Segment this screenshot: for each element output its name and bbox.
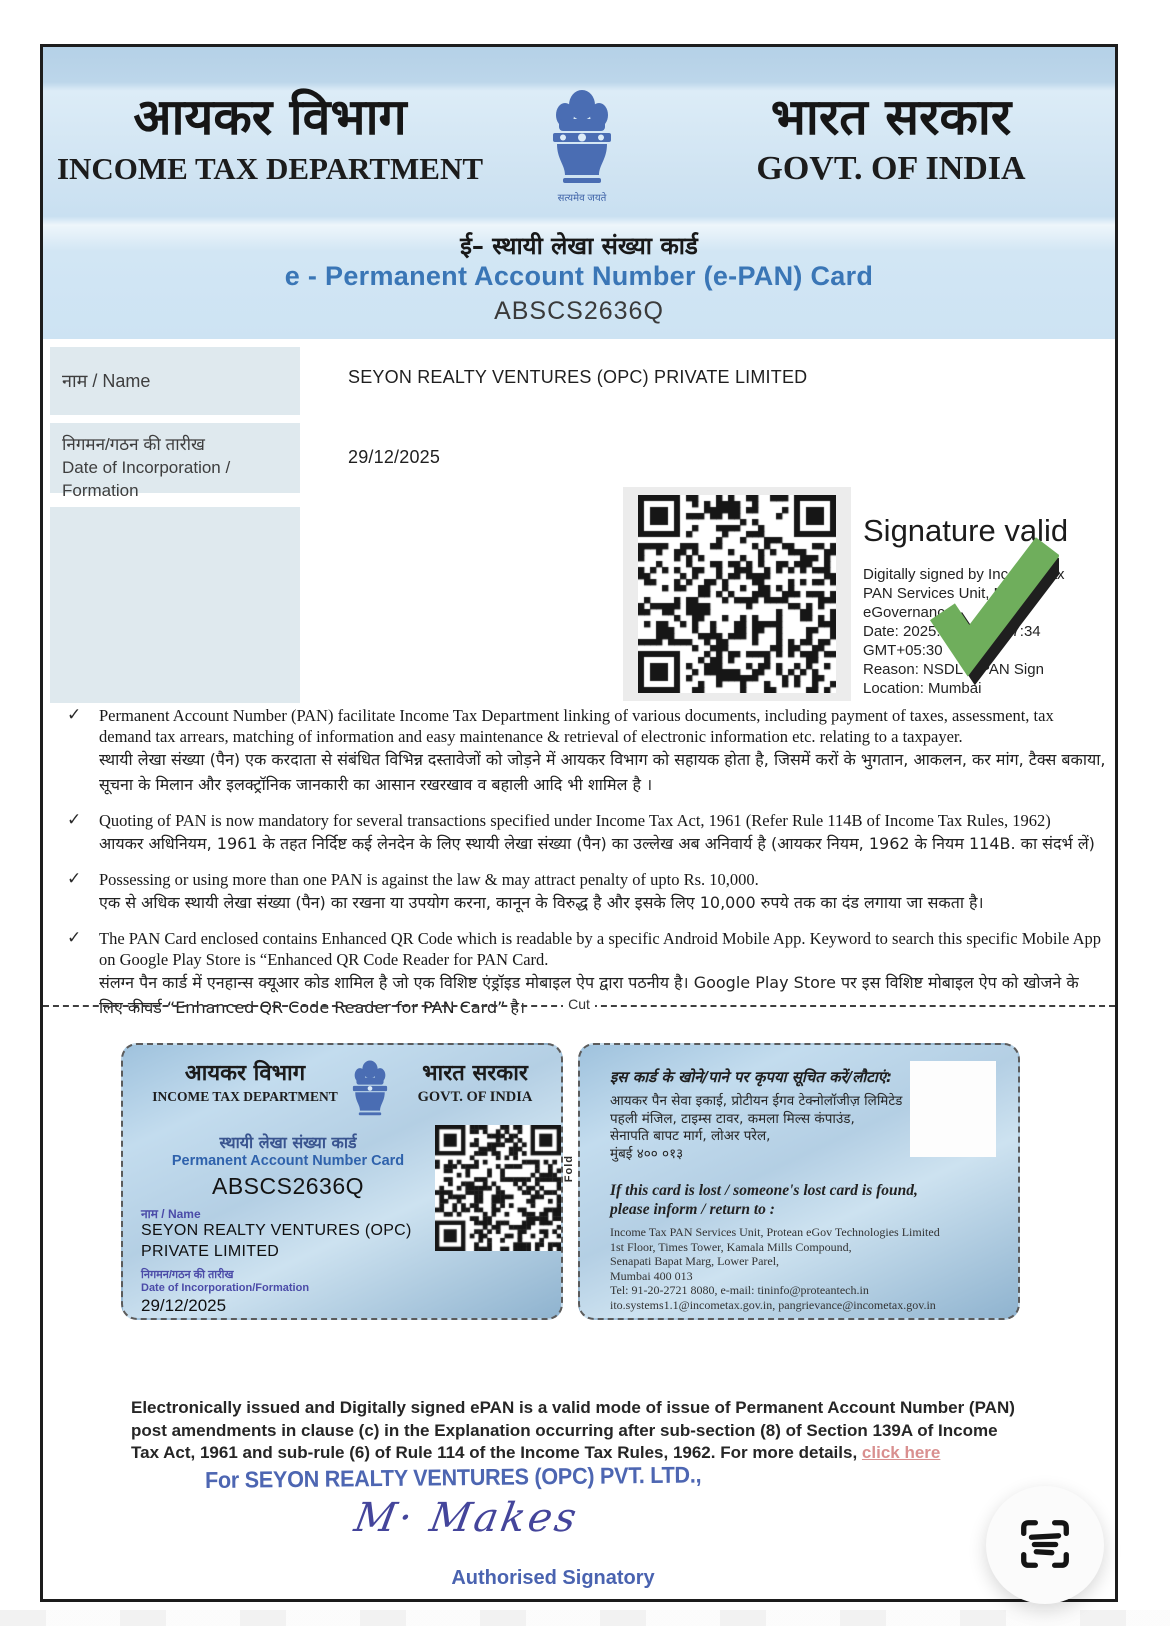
income-tax-dept-block: [51, 89, 489, 187]
doi-label-english: Date of Incorporation / Formation: [62, 458, 231, 500]
card-govt-block: [399, 1061, 551, 1106]
note-hindi: एक से अधिक स्थायी लेखा संख्या (पैन) का रखना या उपयोग करना, कानून के विरुद्ध है और इसके लिए 10,000 रुपये तक का दंड लगाया जा सकता है।: [99, 893, 984, 912]
govt-of-india-block: [679, 89, 1103, 187]
sig-line: GMT+05:30: [863, 642, 943, 659]
card-title-hindi: ई– स्थायी लेखा संख्या कार्ड: [460, 232, 698, 260]
sig-line: Reason: NSDL e-PAN Sign: [863, 661, 1044, 678]
address-line: Income Tax PAN Services Unit, Protean eGov Technologies Limited: [610, 1225, 940, 1239]
blank-field-box: [50, 507, 300, 703]
check-bullet-icon: ✓: [67, 928, 82, 947]
sig-line: PAN Services Unit, NSDL: [863, 585, 1034, 602]
note-english: Possessing or using more than one PAN is against the law & may attract penalty of upto Rs. 10,000.: [99, 870, 759, 889]
card-dept-hindi: आयकर विभाग: [184, 1061, 306, 1086]
emblem-motto: सत्यमेव जयते: [557, 193, 607, 204]
cut-line: [43, 996, 1115, 1025]
dept-title-hindi: आयकर विभाग: [133, 88, 407, 146]
card-dept-block: [139, 1061, 351, 1105]
authorised-signatory-label: Authorised Signatory: [451, 1567, 655, 1589]
card-qr-code: [435, 1125, 561, 1251]
doi-label-hindi: निगमन/गठन की तारीख: [62, 435, 205, 454]
address-line: ito.systems1.1@incometax.gov.in, pangrievance@incometax.gov.in: [610, 1297, 936, 1312]
scan-icon: [1016, 1515, 1074, 1576]
note-item: [67, 705, 1107, 797]
click-here-link[interactable]: click here: [861, 1443, 941, 1462]
address-line: मुंबई ४०० ०१३: [610, 1145, 684, 1162]
sig-line: Digitally signed by Income Tax: [863, 566, 1065, 583]
address-line: पहली मंजिल, टाइम्स टावर, कमला मिल्स कंपाउंड,: [610, 1110, 855, 1127]
document-header: [43, 47, 1115, 339]
notice-line: If this card is lost / someone's lost card is found,: [610, 1182, 918, 1199]
epan-document: [40, 44, 1118, 1602]
pan-card-front: [121, 1043, 563, 1320]
signature-valid-title: Signature valid: [863, 513, 1069, 548]
ashoka-emblem-icon: [543, 85, 621, 224]
lost-card-notice-english: [610, 1181, 918, 1219]
card-doi-label-english: Date of Incorporation/Formation: [141, 1281, 310, 1294]
card-name-line1: SEYON REALTY VENTURES (OPC): [141, 1222, 412, 1239]
note-item: [67, 810, 1107, 856]
check-bullet-icon: ✓: [67, 869, 82, 888]
name-value: SEYON REALTY VENTURES (OPC) PRIVATE LIMITED: [348, 367, 808, 387]
fold-label: Fold: [563, 1155, 575, 1183]
address-line: आयकर पैन सेवा इकाई, प्रोटीयन ईगव टेक्नोलॉजीज़ लिमिटेड: [610, 1093, 903, 1109]
note-hindi: आयकर अधिनियम, 1961 के तहत निर्दिष्ट कई लेनदेन के लिए स्थायी लेखा संख्या (पैन) का उल्लेख अब अनिवार्य है (आयकर नियम, 1962 के नियम 114B. का संदर्भ लें): [99, 834, 1095, 853]
card-doi-label: [141, 1269, 309, 1294]
note-item: [67, 869, 1107, 915]
pan-number: ABSCS2636Q: [494, 297, 664, 325]
card-ashoka-emblem-icon: [347, 1057, 393, 1122]
note-english: Permanent Account Number (PAN) facilitate Income Tax Department linking of various documents, including payment of taxes, assessment, tax demand tax arrears, matching of information and easy maintenance & retrieval of electronic information etc. relating to a taxpayer.: [99, 706, 1054, 746]
note-english: Quoting of PAN is now mandatory for several transactions specified under Income Tax Act, 1961 (Refer Rule 114B of Income Tax Rules, 1962): [99, 811, 1051, 830]
check-bullet-icon: ✓: [67, 810, 82, 829]
epan-qr-block: [623, 487, 851, 701]
name-label-text: नाम / Name: [62, 371, 151, 391]
handwritten-signature: M· Makes: [350, 1495, 583, 1541]
address-hindi: [610, 1093, 902, 1163]
company-stamp: For SEYON REALTY VENTURES (OPC) PVT. LTD.,: [204, 1461, 702, 1493]
address-line: 1st Floor, Times Tower, Kamala Mills Compound,: [610, 1239, 852, 1254]
card-doi-value: 29/12/2025: [141, 1296, 227, 1315]
digital-signature-block: [863, 513, 1115, 698]
doi-value: 29/12/2025: [348, 447, 441, 467]
address-line: Mumbai 400 013: [610, 1268, 693, 1283]
address-line: Senapati Bapat Marg, Lower Parel,: [610, 1254, 780, 1268]
card-pan-number: ABSCS2636Q: [211, 1173, 365, 1199]
card-title-hindi: स्थायी लेखा संख्या कार्ड: [219, 1133, 357, 1152]
doi-field-label: [50, 423, 300, 500]
photo-placeholder-box: [910, 1061, 996, 1157]
card-name-label: नाम / Name: [141, 1207, 201, 1221]
card-doi-label-hindi: निगमन/गठन की तारीख: [141, 1269, 234, 1281]
name-field-label: [50, 347, 300, 415]
card-govt-hindi: भारत सरकार: [422, 1061, 528, 1086]
note-english: The PAN Card enclosed contains Enhanced QR Code which is readable by a specific Android Mobile App. Keyword to search this specific Mobile App on Google Play Store is “Enhanced QR Code Reader for PAN Card.: [99, 929, 1101, 969]
sig-line: Location: Mumbai: [863, 680, 982, 697]
address-line: Tel: 91-20-2721 8080, e-mail: tininfo@proteantech.in: [610, 1283, 869, 1297]
check-bullet-icon: ✓: [67, 705, 82, 724]
pan-info-notes: [67, 705, 1107, 1033]
card-title-english: e - Permanent Account Number (e-PAN) Card: [284, 261, 874, 291]
lost-card-notice-hindi: इस कार्ड के खोने/पाने पर कृपया सूचित करें/लौटाएं:: [610, 1068, 893, 1086]
dept-title-english: INCOME TAX DEPARTMENT: [56, 151, 484, 186]
note-hindi: स्थायी लेखा संख्या (पैन) एक करदाता से संबंधित विभिन्न दस्तावेजों को जोड़ने में आयकर विभाग को सहायक होता है, जिसमें करों के भुगतान, आकलन, कर मांग, टैक्स बकाया, सूचना के मिलान और इलक्ट्रॉनिक जानकारी का आसान रखरखाव व बहाली आदि भी शामिल है ।: [99, 750, 1106, 794]
legal-text: Electronically issued and Digitally signed ePAN is a valid mode of issue of Permanent Account Number (PAN) post amendments in clause (c) in the Explanation occurring after sub-section (8) of Section 139A of Income Tax Act, 1961 and sub-rule (6) of Rule 114 of the Income Tax Rules, 1962. For more details,: [131, 1398, 1015, 1462]
epan-qr-code: [638, 495, 836, 693]
legal-paragraph: [131, 1397, 1026, 1465]
card-name-value: [141, 1220, 412, 1262]
sig-line: Date: 2025.12.29 02:47:34: [863, 623, 1041, 640]
govt-title-hindi: भारत सरकार: [770, 88, 1012, 146]
scan-artifact-strip: [0, 1610, 1170, 1626]
signature-details: [863, 565, 1115, 698]
card-title-english: Permanent Account Number Card: [171, 1153, 405, 1169]
card-govt-english: GOVT. OF INDIA: [417, 1089, 533, 1105]
scan-document-button[interactable]: [986, 1486, 1104, 1604]
sig-line: eGovernance: [863, 604, 954, 621]
address-line: सेनापति बापट मार्ग, लोअर परेल,: [610, 1128, 771, 1144]
cut-label: Cut: [563, 996, 595, 1012]
govt-title-english: GOVT. OF INDIA: [756, 150, 1026, 187]
notice-line: please inform / return to :: [610, 1201, 775, 1218]
address-english: [610, 1225, 940, 1312]
card-dept-english: INCOME TAX DEPARTMENT: [152, 1089, 338, 1104]
card-name-line2: PRIVATE LIMITED: [141, 1243, 280, 1260]
pan-card-back: [578, 1043, 1020, 1320]
note-hindi: संलग्न पैन कार्ड में एनहान्स क्यूआर कोड शामिल है जो एक विशिष्ट एंड्रॉइड मोबाइल ऐप द्वारा पठनीय है। Google Play Store पर इस विशिष्ट मोबाइल ऐप को खोजने के लिए कीवर्ड “Enhanced QR Code Reader for PAN Card” है।: [99, 973, 1079, 1017]
